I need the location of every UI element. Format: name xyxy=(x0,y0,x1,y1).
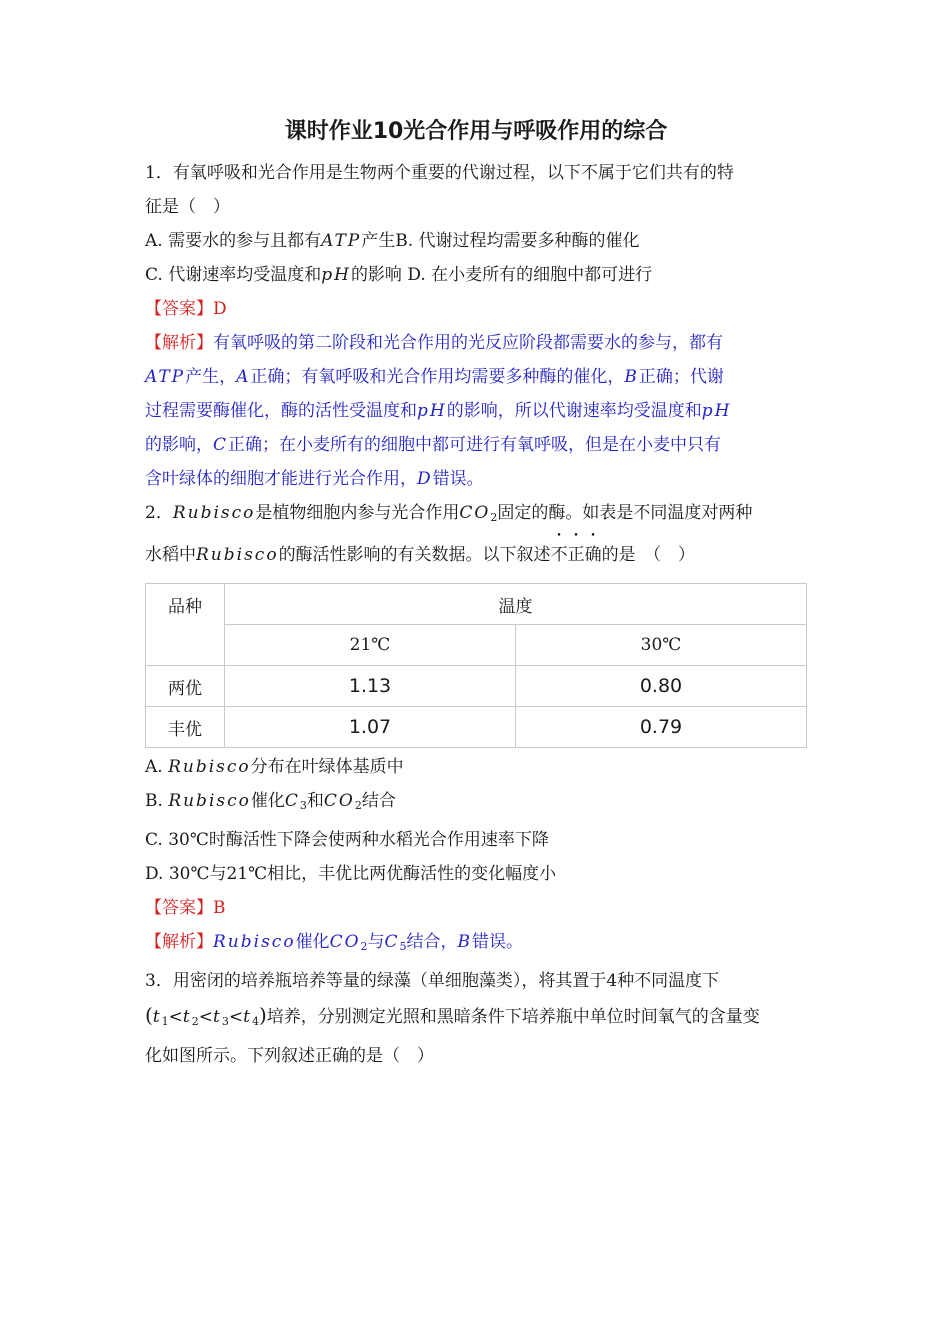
q2-stem-line2: 水稻中Rubisco的酶活性影响的有关数据。以下叙述不正确的是 （ ） xyxy=(145,545,696,565)
q3-stem-line1: 3．用密闭的培养瓶培养等量的绿藻（单细胞藻类），将其置于4种不同温度下 xyxy=(145,971,720,991)
table-header-temperature: 温度 xyxy=(225,584,807,625)
q3-stem-line2: $(t_1<t_2<t_3<t_4)$培养，分别测定光照和黑暗条件下培养瓶中单位时间氧气的含量变 xyxy=(145,1003,760,1028)
q2-analysis: 【解析】Rubisco催化$CO_2$与$C_5$结合，B错误。 xyxy=(145,932,524,953)
q2-stem-line1: 2．Rubisco是植物细胞内参与光合作用$CO_2$固定的酶。如表是不同温度对两种 xyxy=(145,503,753,524)
q1-option-cd: C. 代谢速率均受温度和pH的影响 D. 在小麦所有的细胞中都可进行 xyxy=(145,265,653,285)
table-header-variety: 品种 xyxy=(146,584,225,666)
table-cell-value: 1.13 xyxy=(225,666,516,707)
q1-analysis: 【解析】有氧呼吸的第二阶段和光合作用的光反应阶段都需要水的参与，都有 ATP产生，A正确；有氧呼吸和光合作用均需要多种酶的催化，B正确；代谢 过程需要酶催化，酶的活性受温度和pH的影响，所以代谢速率均受温度和pH 的影响，C正确；在小麦所有的细胞中都可进行有氧呼吸，但是在小麦中只有 含叶绿体的细胞才能进行光合作用，D错误。 xyxy=(145,333,732,489)
q1-stem-line1: 1．有氧呼吸和光合作用是生物两个重要的代谢过程，以下不属于它们共有的特 xyxy=(145,163,734,183)
q2-option-a: A. Rubisco分布在叶绿体基质中 xyxy=(145,757,404,777)
q2-option-c: C. 30℃时酶活性下降会使两种水稻光合作用速率下降 xyxy=(145,830,549,850)
q1-stem-line2: 征是（ ） xyxy=(145,197,230,217)
table-cell-value: 0.79 xyxy=(516,707,807,748)
table-header-21c: 21℃ xyxy=(225,625,516,666)
table-cell-value: 0.80 xyxy=(516,666,807,707)
document-page xyxy=(145,112,807,1073)
q1-answer: 【答案】D xyxy=(145,299,227,319)
table-row xyxy=(146,666,807,707)
q2-option-d: D. 30℃与21℃相比，丰优比两优酶活性的变化幅度小 xyxy=(145,864,557,884)
q1-option-ab: A. 需要水的参与且都有ATP产生B. 代谢过程均需要多种酶的催化 xyxy=(145,231,640,251)
page-title xyxy=(145,112,807,152)
enzyme-activity-table xyxy=(145,583,807,748)
emphasis-dot-char: 正 xyxy=(567,545,585,565)
emphasis-dot-char: 不 xyxy=(550,545,568,565)
q3-stem-line3: 化如图所示。下列叙述正确的是（ ） xyxy=(145,1046,434,1066)
q2-answer: 【答案】B xyxy=(145,898,226,918)
emphasis-dot-char: 确 xyxy=(584,545,602,565)
table-cell-value: 1.07 xyxy=(225,707,516,748)
q2-option-b: B. Rubisco催化$C_3$和$CO_2$结合 xyxy=(145,791,396,812)
table-row xyxy=(146,707,807,748)
table-cell-variety: 两优 xyxy=(146,666,225,707)
table-cell-variety: 丰优 xyxy=(146,707,225,748)
table-header-30c: 30℃ xyxy=(516,625,807,666)
title-text: 课时作业10光合作用与呼吸作用的综合 xyxy=(284,119,668,144)
